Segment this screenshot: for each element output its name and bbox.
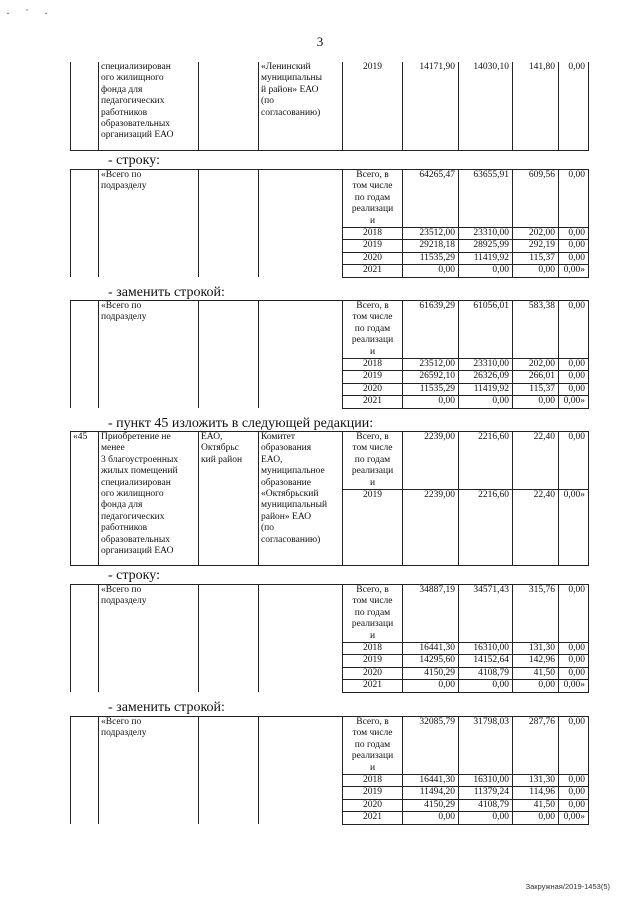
cell-value: 0,00 bbox=[513, 396, 559, 408]
cell-sum: 32085,79 bbox=[403, 717, 459, 775]
text-line: и bbox=[369, 477, 376, 488]
text-line: Всего, в bbox=[356, 432, 389, 442]
text-line: по годам bbox=[354, 607, 391, 618]
table-block-4 bbox=[70, 431, 589, 566]
cell-value: 0,00 bbox=[559, 643, 589, 655]
text-line: муниципальное bbox=[261, 466, 325, 477]
cell-value: 23310,00 bbox=[459, 228, 513, 240]
cell-name bbox=[99, 170, 199, 228]
table-row bbox=[71, 799, 589, 811]
cell-period bbox=[343, 170, 403, 228]
text-line: и bbox=[369, 630, 376, 641]
cell-year: 2020 bbox=[343, 799, 403, 811]
cell-value: 4108,79 bbox=[459, 799, 513, 811]
cell-value: 0,00» bbox=[559, 812, 589, 824]
cell-sum: 61639,29 bbox=[403, 301, 459, 359]
table-row bbox=[71, 680, 589, 692]
cell-value: 14295,60 bbox=[403, 655, 459, 667]
cell-value: 11535,29 bbox=[403, 252, 459, 264]
text-line: «Ленинский bbox=[261, 62, 311, 72]
text-line: том числе bbox=[352, 443, 393, 454]
cell-sum: 34887,19 bbox=[403, 585, 459, 643]
cell-sum: 0,00 bbox=[559, 717, 589, 775]
cell-year: 2021 bbox=[343, 812, 403, 824]
text-line: «Всего по bbox=[101, 170, 142, 180]
cell-year: 2020 bbox=[343, 252, 403, 264]
text-line: реализаци bbox=[351, 204, 394, 215]
text-line: по годам bbox=[354, 739, 391, 750]
text-line: организаций ЕАО bbox=[101, 130, 174, 141]
cell-year: 2019 bbox=[343, 787, 403, 799]
text-line: специализирован bbox=[101, 477, 171, 488]
cell-value: 14152,64 bbox=[459, 655, 513, 667]
text-line: Приобретение не bbox=[101, 432, 171, 442]
cell-item-number: «45 bbox=[71, 432, 99, 566]
cell-value: 28925,99 bbox=[459, 240, 513, 252]
cell-value: 0,00 bbox=[513, 680, 559, 692]
cell-c: 0,00 bbox=[559, 62, 589, 150]
text-line: Всего, в bbox=[356, 585, 389, 595]
text-line: реализаци bbox=[351, 619, 394, 630]
table-row bbox=[71, 643, 589, 655]
text-line: жилых помещений bbox=[101, 466, 178, 477]
text-line: и bbox=[369, 346, 376, 357]
cell-executor bbox=[259, 62, 343, 150]
cell-name bbox=[99, 432, 199, 566]
cell-year: 2018 bbox=[343, 775, 403, 787]
cell-year: 2019 bbox=[343, 655, 403, 667]
cell-value: 0,00 bbox=[559, 655, 589, 667]
cell-value: 16310,00 bbox=[459, 775, 513, 787]
cell-value: 23512,00 bbox=[403, 359, 459, 371]
cell-value: 0,00 bbox=[559, 371, 589, 383]
cell-total: 2239,00 bbox=[403, 490, 459, 566]
cell-b: 22,40 bbox=[513, 432, 559, 490]
text-line: фонда для bbox=[101, 500, 143, 511]
instruction-line: - заменить строкой: bbox=[108, 285, 225, 300]
cell-value: 41,50 bbox=[513, 799, 559, 811]
cell-value: 292,19 bbox=[513, 240, 559, 252]
instruction-line: - строку: bbox=[108, 568, 160, 583]
text-line: работников bbox=[101, 107, 148, 118]
cell-value: 0,00 bbox=[403, 265, 459, 277]
cell-c: 0,00 bbox=[559, 432, 589, 490]
table-row bbox=[71, 775, 589, 787]
text-line: образовательных bbox=[101, 119, 170, 130]
cell-value: 0,00 bbox=[559, 240, 589, 252]
cell-year: 2019 bbox=[343, 490, 403, 566]
cell-value: 114,96 bbox=[513, 787, 559, 799]
table-row bbox=[71, 252, 589, 264]
cell-period bbox=[343, 585, 403, 643]
text-line: том числе bbox=[352, 181, 393, 192]
text-line: Октябрьс bbox=[201, 443, 239, 454]
text-line: согласованию) bbox=[261, 107, 321, 118]
cell-value: 16441,30 bbox=[403, 775, 459, 787]
cell-year: 2018 bbox=[343, 643, 403, 655]
cell-sum: 34571,43 bbox=[459, 585, 513, 643]
table-row bbox=[71, 359, 589, 371]
cell-a: 14030,10 bbox=[459, 62, 513, 150]
footer-reference: Закружная/2019-1453(5) bbox=[525, 882, 610, 891]
table-block-1 bbox=[70, 62, 589, 151]
cell-value: 16310,00 bbox=[459, 643, 513, 655]
text-line: «Всего по bbox=[101, 717, 142, 727]
text-line: (по bbox=[261, 96, 274, 107]
instruction-line: - пункт 45 изложить в следующей редакции: bbox=[108, 416, 374, 431]
text-line: том числе bbox=[352, 596, 393, 607]
text-line: и bbox=[369, 762, 376, 773]
table-row bbox=[71, 228, 589, 240]
text-line: ЕАО, bbox=[261, 454, 283, 465]
cell-year: 2019 bbox=[343, 371, 403, 383]
cell-sum: 0,00 bbox=[559, 301, 589, 359]
cell-value: 0,00 bbox=[459, 812, 513, 824]
text-line: й район» ЕАО bbox=[261, 84, 319, 95]
cell-name bbox=[99, 62, 199, 150]
cell-value: 0,00» bbox=[559, 396, 589, 408]
table-row bbox=[71, 667, 589, 679]
text-line: ого жилищного bbox=[101, 489, 164, 500]
cell-value: 115,37 bbox=[513, 383, 559, 395]
cell-year: 2020 bbox=[343, 383, 403, 395]
cell-period bbox=[343, 717, 403, 775]
cell-value: 0,00 bbox=[559, 799, 589, 811]
cell-year: 2018 bbox=[343, 228, 403, 240]
cell-value: 0,00» bbox=[559, 265, 589, 277]
cell-sum: 315,76 bbox=[513, 585, 559, 643]
cell-value: 0,00 bbox=[459, 396, 513, 408]
cell-name bbox=[99, 717, 199, 775]
cell-b: 22,40 bbox=[513, 490, 559, 566]
cell-value: 11419,92 bbox=[459, 383, 513, 395]
text-line: район» ЕАО bbox=[261, 511, 312, 522]
text-line: педагогических bbox=[101, 96, 165, 107]
text-line: Всего, в bbox=[356, 170, 389, 180]
text-line: организаций ЕАО bbox=[101, 546, 174, 557]
table-block-3 bbox=[70, 300, 589, 409]
text-line: и bbox=[369, 215, 376, 226]
text-line: муниципальны bbox=[261, 73, 323, 84]
table-row bbox=[71, 812, 589, 824]
text-line: Всего, в bbox=[356, 717, 389, 727]
text-line: том числе bbox=[352, 312, 393, 323]
cell-value: 0,00 bbox=[559, 383, 589, 395]
text-line: подразделу bbox=[101, 181, 147, 192]
cell-value: 0,00 bbox=[403, 812, 459, 824]
cell-value: 0,00 bbox=[559, 252, 589, 264]
cell-a: 2216,60 bbox=[459, 432, 513, 490]
cell-value: 142,96 bbox=[513, 655, 559, 667]
cell-value: 0,00» bbox=[559, 680, 589, 692]
text-line: менее bbox=[101, 443, 125, 454]
text-line: работников bbox=[101, 523, 148, 534]
cell-a: 2216,60 bbox=[459, 490, 513, 566]
text-line: ого жилищного bbox=[101, 73, 164, 84]
cell-sum: 64265,47 bbox=[403, 170, 459, 228]
text-line: реализаци bbox=[351, 751, 394, 762]
cell-value: 0,00 bbox=[459, 680, 513, 692]
text-line: реализаци bbox=[351, 466, 394, 477]
table-block-2 bbox=[70, 169, 589, 278]
text-line: «Всего по bbox=[101, 301, 142, 311]
cell-value: 0,00 bbox=[559, 667, 589, 679]
text-line: Всего, в bbox=[356, 301, 389, 311]
cell-value: 11494,20 bbox=[403, 787, 459, 799]
text-line: «Всего по bbox=[101, 585, 142, 595]
cell-value: 0,00 bbox=[559, 359, 589, 371]
cell-executor bbox=[259, 432, 343, 566]
table-row bbox=[71, 787, 589, 799]
cell-value: 0,00 bbox=[403, 680, 459, 692]
cell-value: 131,30 bbox=[513, 643, 559, 655]
text-line: 3 благоустроенных bbox=[101, 454, 179, 465]
text-line: муниципальный bbox=[261, 500, 328, 511]
table-block-5 bbox=[70, 584, 589, 693]
cell-value: 4150,29 bbox=[403, 799, 459, 811]
cell-sum: 0,00 bbox=[559, 585, 589, 643]
cell-year: 2018 bbox=[343, 359, 403, 371]
text-line: по годам bbox=[354, 323, 391, 334]
table-row bbox=[71, 655, 589, 667]
cell-sum: 583,38 bbox=[513, 301, 559, 359]
table-row bbox=[71, 396, 589, 408]
text-line: подразделу bbox=[101, 728, 147, 739]
text-line: ЕАО, bbox=[201, 432, 223, 442]
text-line: (по bbox=[261, 523, 274, 534]
text-line: том числе bbox=[352, 728, 393, 739]
cell-value: 0,00 bbox=[559, 228, 589, 240]
cell-sum: 31798,03 bbox=[459, 717, 513, 775]
page-number: 3 bbox=[316, 34, 324, 49]
text-line: «Октябрьский bbox=[261, 489, 319, 500]
cell-sum: 0,00 bbox=[559, 170, 589, 228]
table-row bbox=[71, 240, 589, 252]
cell-total: 2239,00 bbox=[403, 432, 459, 490]
cell-value: 115,37 bbox=[513, 252, 559, 264]
text-line: образования bbox=[261, 443, 312, 454]
cell-value: 266,01 bbox=[513, 371, 559, 383]
cell-name bbox=[99, 301, 199, 359]
cell-sum: 61056,01 bbox=[459, 301, 513, 359]
cell-value: 4150,29 bbox=[403, 667, 459, 679]
text-line: подразделу bbox=[101, 596, 147, 607]
instruction-line: - заменить строкой: bbox=[108, 700, 225, 715]
table-block-6 bbox=[70, 716, 589, 825]
cell-b: 141,80 bbox=[513, 62, 559, 150]
cell-year: 2021 bbox=[343, 680, 403, 692]
cell-value: 41,50 bbox=[513, 667, 559, 679]
cell-year: 2019 bbox=[343, 62, 403, 150]
cell-c: 0,00» bbox=[559, 490, 589, 566]
cell-value: 0,00 bbox=[513, 265, 559, 277]
cell-value: 0,00 bbox=[559, 775, 589, 787]
cell-period bbox=[343, 432, 403, 490]
cell-year: 2020 bbox=[343, 667, 403, 679]
cell-sum: 287,76 bbox=[513, 717, 559, 775]
text-line: образовательных bbox=[101, 534, 170, 545]
cell-value: 29218,18 bbox=[403, 240, 459, 252]
cell-value: 26592,10 bbox=[403, 371, 459, 383]
cell-total: 14171,90 bbox=[403, 62, 459, 150]
table-row bbox=[71, 371, 589, 383]
table-row bbox=[71, 265, 589, 277]
text-line: кий район bbox=[201, 454, 243, 465]
cell-value: 0,00 bbox=[559, 787, 589, 799]
cell-sum: 63655,91 bbox=[459, 170, 513, 228]
cell-year: 2019 bbox=[343, 240, 403, 252]
cell-value: 11535,29 bbox=[403, 383, 459, 395]
cell-value: 0,00 bbox=[459, 265, 513, 277]
cell-value: 0,00 bbox=[513, 812, 559, 824]
instruction-line: - строку: bbox=[108, 153, 160, 168]
cell-period bbox=[343, 301, 403, 359]
text-line: по годам bbox=[354, 192, 391, 203]
cell-value: 11379,24 bbox=[459, 787, 513, 799]
cell-value: 4108,79 bbox=[459, 667, 513, 679]
cell-value: 11419,92 bbox=[459, 252, 513, 264]
cell-value: 131,30 bbox=[513, 775, 559, 787]
text-line: по годам bbox=[354, 454, 391, 465]
cell-value: 23512,00 bbox=[403, 228, 459, 240]
cell-name bbox=[99, 585, 199, 643]
cell-value: 26326,09 bbox=[459, 371, 513, 383]
cell-value: 16441,30 bbox=[403, 643, 459, 655]
text-line: педагогических bbox=[101, 511, 165, 522]
cell-value: 23310,00 bbox=[459, 359, 513, 371]
cell-sum: 609,56 bbox=[513, 170, 559, 228]
text-line: образование bbox=[261, 477, 311, 488]
text-line: специализирован bbox=[101, 62, 171, 72]
text-line: фонда для bbox=[101, 84, 143, 95]
text-line: согласованию) bbox=[261, 534, 321, 545]
cell-value: 0,00 bbox=[403, 396, 459, 408]
table-row bbox=[71, 383, 589, 395]
cell-place bbox=[199, 432, 259, 566]
cell-year: 2021 bbox=[343, 396, 403, 408]
text-line: реализаци bbox=[351, 335, 394, 346]
cell-value: 202,00 bbox=[513, 228, 559, 240]
text-line: подразделу bbox=[101, 312, 147, 323]
cell-value: 202,00 bbox=[513, 359, 559, 371]
corner-marks: · ˙ · bbox=[6, 6, 54, 20]
text-line: Комитет bbox=[261, 432, 296, 442]
cell-year: 2021 bbox=[343, 265, 403, 277]
